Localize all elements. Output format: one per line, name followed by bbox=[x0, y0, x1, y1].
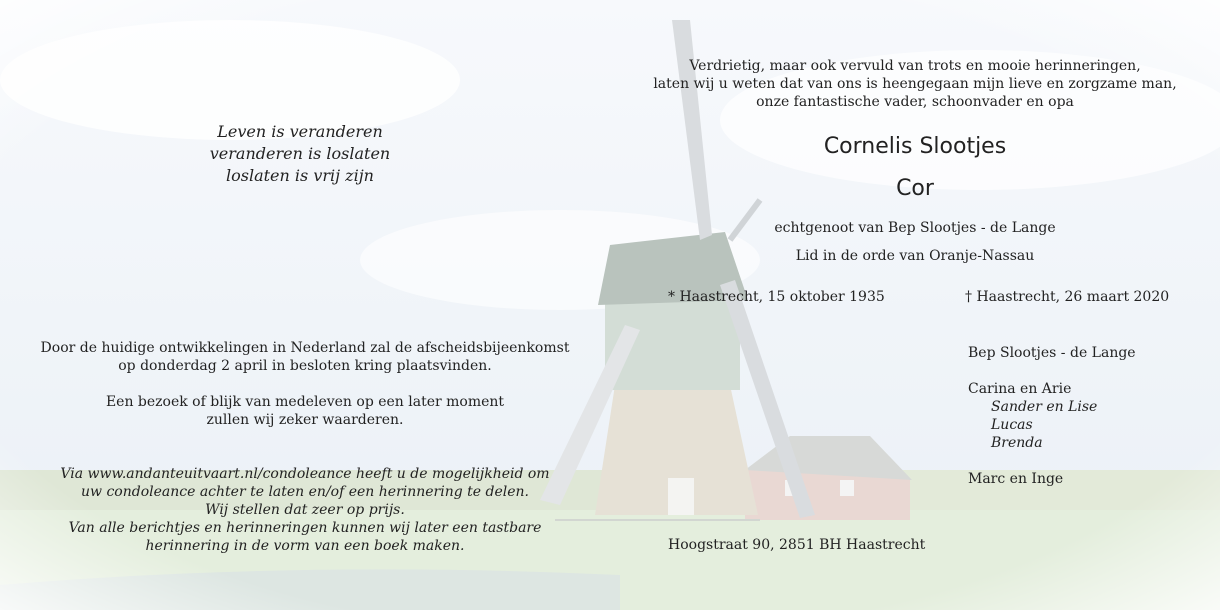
deceased-nickname: Cor bbox=[896, 176, 934, 201]
deceased-full-name: Cornelis Slootjes bbox=[823, 134, 1007, 159]
family-grandchild: Brenda bbox=[991, 435, 1043, 451]
death-line: † Haastrecht, 26 maart 2020 bbox=[965, 289, 1170, 305]
condolence-notice bbox=[40, 465, 570, 555]
farewell-notice bbox=[40, 339, 570, 429]
farewell-line: Een bezoek of blijk van medeleven op een later moment bbox=[105, 394, 505, 410]
family-grandchild: Lucas bbox=[991, 417, 1033, 433]
poem-line: veranderen is loslaten bbox=[209, 144, 391, 163]
farewell-line: Door de huidige ontwikkelingen in Nederland zal de afscheidsbijeenkomst bbox=[40, 340, 570, 356]
family-spouse: Bep Slootjes - de Lange bbox=[968, 345, 1136, 361]
condolence-line: Van alle berichtjes en herinneringen kunnen wij later een tastbare bbox=[68, 520, 542, 536]
birth-line: * Haastrecht, 15 oktober 1935 bbox=[668, 289, 885, 305]
poem bbox=[150, 121, 450, 187]
farewell-line: zullen wij zeker waarderen. bbox=[206, 412, 404, 428]
family-child: Marc en Inge bbox=[968, 471, 1064, 487]
condolence-line: Wij stellen dat zeer op prijs. bbox=[205, 502, 405, 518]
condolence-line: herinnering in de vorm van een boek maken. bbox=[145, 538, 465, 554]
poem-line: Leven is veranderen bbox=[217, 122, 383, 141]
honor-line: Lid in de orde van Oranje-Nassau bbox=[795, 248, 1035, 264]
family-grandchild: Sander en Lise bbox=[991, 399, 1098, 415]
announcement-line: laten wij u weten dat van ons is heengegaan mijn lieve en zorgzame man, bbox=[653, 76, 1177, 92]
announcement-line: Verdrietig, maar ook vervuld van trots en mooie herinneringen, bbox=[689, 58, 1141, 74]
condolence-line: Via www.andanteuitvaart.nl/condoleance heeft u de mogelijkheid om bbox=[60, 466, 550, 482]
announcement bbox=[645, 57, 1185, 111]
farewell-line: op donderdag 2 april in besloten kring plaatsvinden. bbox=[118, 358, 492, 374]
poem-line: loslaten is vrij zijn bbox=[226, 166, 374, 185]
condolence-line: uw condoleance achter te laten en/of een herinnering te delen. bbox=[81, 484, 529, 500]
announcement-line: onze fantastische vader, schoonvader en opa bbox=[756, 94, 1074, 110]
address: Hoogstraat 90, 2851 BH Haastrecht bbox=[668, 537, 926, 553]
family-list bbox=[968, 344, 1136, 488]
family-child: Carina en Arie bbox=[968, 381, 1072, 397]
spouse-line: echtgenoot van Bep Slootjes - de Lange bbox=[774, 220, 1056, 236]
